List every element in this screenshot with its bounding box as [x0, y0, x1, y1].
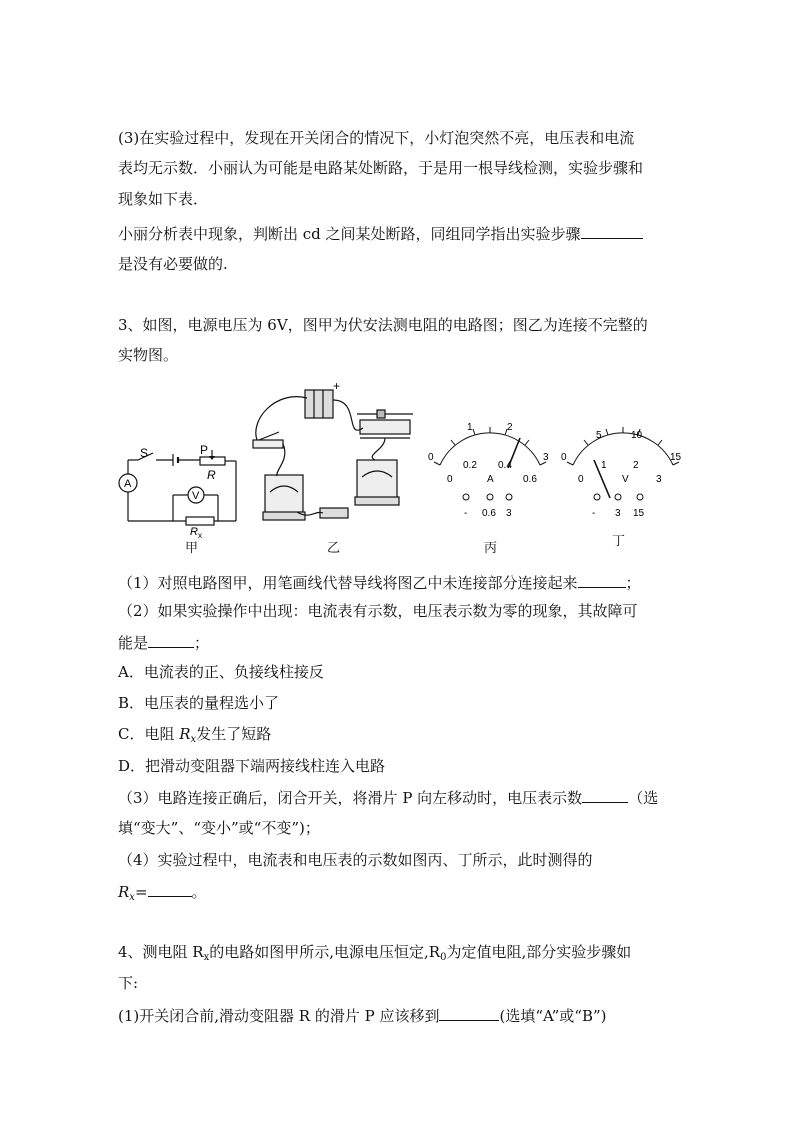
q3-sub1-text: （1）对照电路图甲，用笔画线代替导线将图乙中未连接部分连接起来	[118, 574, 578, 592]
q2-p3-line1: (3)在实验过程中，发现在开关闭合的情况下，小灯泡突然不亮，电压表和电流	[118, 129, 635, 147]
label-A: A	[124, 478, 132, 490]
voltmeter-terminal-3: 3	[615, 508, 621, 519]
q4-sub1	[118, 1005, 607, 1026]
answer-blank[interactable]	[582, 787, 628, 803]
figure-label-jia: 甲	[185, 541, 199, 556]
ammeter-unit: A	[487, 474, 494, 485]
q4-stem-c: 为定值电阻,部分实验步骤如	[446, 943, 632, 961]
q3-stem-line2: 实物图。	[118, 346, 179, 364]
q2-p4-text: 小丽分析表中现象，判断出 cd 之间某处断路，同组同学指出实验步骤	[118, 225, 581, 243]
label-Rx: R	[190, 526, 198, 538]
label-V: V	[192, 490, 200, 502]
circuit-diagram-jia	[118, 443, 243, 540]
ammeter-top-2: 2	[507, 422, 513, 433]
svg-text:+: +	[333, 379, 341, 393]
q3-option-a: A．电流表的正、负接线柱接反	[118, 663, 324, 681]
q3-option-d: D．把滑动变阻器下端两接线柱连入电路	[118, 757, 386, 775]
q3-sub1	[118, 572, 641, 593]
q3-option-c-pre: C．电阻	[118, 725, 180, 743]
answer-blank[interactable]	[578, 572, 626, 588]
q4-stem-sub2: 0	[440, 952, 447, 963]
voltmeter-dial-ding	[558, 420, 688, 525]
ammeter-terminal-3: 3	[506, 508, 512, 519]
q3-option-b: B．电压表的量程选小了	[118, 694, 280, 712]
q2-p3-line3: 现象如下表．	[118, 190, 209, 208]
figure-label-bing: 丙	[484, 541, 498, 556]
q3-option-c	[118, 724, 271, 750]
label-P: P	[200, 443, 209, 457]
figure-label-yi: 乙	[327, 541, 341, 556]
q3-sub4-end: 。	[191, 883, 207, 901]
voltmeter-bottom-3: 3	[656, 474, 662, 485]
label-S: S	[140, 446, 149, 460]
voltmeter-top-10: 10	[631, 430, 643, 441]
ammeter-bottom-1: 0.2	[463, 460, 477, 471]
q3-sub2-line1: （2）如果实验操作中出现：电流表有示数，电压表示数为零的现象，其故障可	[118, 602, 638, 620]
q2-p3-line2: 表均无示数．小丽认为可能是电路某处断路，于是用一根导线检测，实验步骤和	[118, 159, 644, 177]
ammeter-bottom-3: 0.6	[523, 474, 537, 485]
q3-sub3-end: （选	[628, 789, 659, 807]
answer-blank[interactable]	[148, 881, 192, 897]
ammeter-top-0: 0	[428, 452, 434, 463]
voltmeter-terminal-neg: -	[592, 508, 596, 519]
q3-sub2-text: 能是	[118, 634, 149, 652]
apparatus-yi	[245, 380, 420, 530]
q3-sub2-end: ；	[194, 634, 210, 652]
ammeter-terminal-06: 0.6	[482, 508, 496, 519]
q2-p4-line2: 是没有必要做的.	[118, 255, 228, 273]
ammeter-top-1: 1	[467, 422, 473, 433]
q3-sub4-line2	[118, 881, 207, 908]
q4-stem-sub1: x	[203, 952, 210, 963]
ammeter-dial-bing	[425, 420, 555, 525]
label-R: R	[207, 468, 216, 482]
q4-sub1-text: (1)开关闭合前,滑动变阻器 R 的滑片 P 应该移到	[118, 1007, 440, 1025]
q3-option-c-post: 发生了短路	[196, 725, 272, 743]
voltmeter-bottom-2: 2	[633, 460, 639, 471]
voltmeter-top-15: 15	[670, 452, 682, 463]
answer-blank[interactable]	[581, 223, 643, 239]
q3-sub4-eq: =	[134, 883, 148, 901]
ammeter-top-3: 3	[543, 452, 549, 463]
q3-sub3-line2: 填“变大”、“变小”或“不变”)；	[118, 819, 320, 837]
q3-sub4-r: R	[118, 883, 130, 901]
q2-p4-line1	[118, 223, 643, 244]
q3-sub2-line2	[118, 632, 209, 653]
voltmeter-top-0: 0	[561, 452, 567, 463]
ammeter-bottom-0: 0	[447, 474, 453, 485]
q3-option-c-r: R	[179, 725, 191, 743]
q4-stem-line2: 下:	[118, 974, 139, 992]
voltmeter-unit: V	[622, 474, 629, 485]
q3-option-c-sub: x	[190, 734, 197, 745]
voltmeter-bottom-1: 1	[601, 460, 607, 471]
q3-sub3-line1	[118, 787, 658, 808]
voltmeter-terminal-15: 15	[633, 508, 645, 519]
label-Rx-sub: x	[198, 531, 202, 540]
answer-blank[interactable]	[439, 1005, 499, 1021]
ammeter-bottom-2: 0.4	[498, 460, 512, 471]
voltmeter-bottom-0: 0	[578, 474, 584, 485]
q4-stem-b: 的电路如图甲所示,电源电压恒定,R	[209, 943, 441, 961]
q3-sub1-end: ；	[625, 574, 641, 592]
q4-sub1-end: (选填“A”或“B”)	[499, 1007, 607, 1025]
answer-blank[interactable]	[148, 632, 194, 648]
q3-sub4-line1: （4）实验过程中，电流表和电压表的示数如图丙、丁所示，此时测得的	[118, 851, 593, 869]
q3-sub3-text: （3）电路连接正确后，闭合开关，将滑片 P 向左移动时，电压表示数	[118, 789, 583, 807]
q3-stem-line1: 3、如图，电源电压为 6V，图甲为伏安法测电阻的电路图；图乙为连接不完整的	[118, 316, 648, 334]
voltmeter-top-5: 5	[596, 430, 602, 441]
ammeter-terminal-neg: -	[464, 508, 468, 519]
q4-stem-a: 4、测电阻 R	[118, 943, 204, 961]
figure-label-ding: 丁	[612, 534, 626, 549]
q3-sub4-sub: x	[129, 892, 135, 903]
q4-stem-line1	[118, 942, 631, 968]
